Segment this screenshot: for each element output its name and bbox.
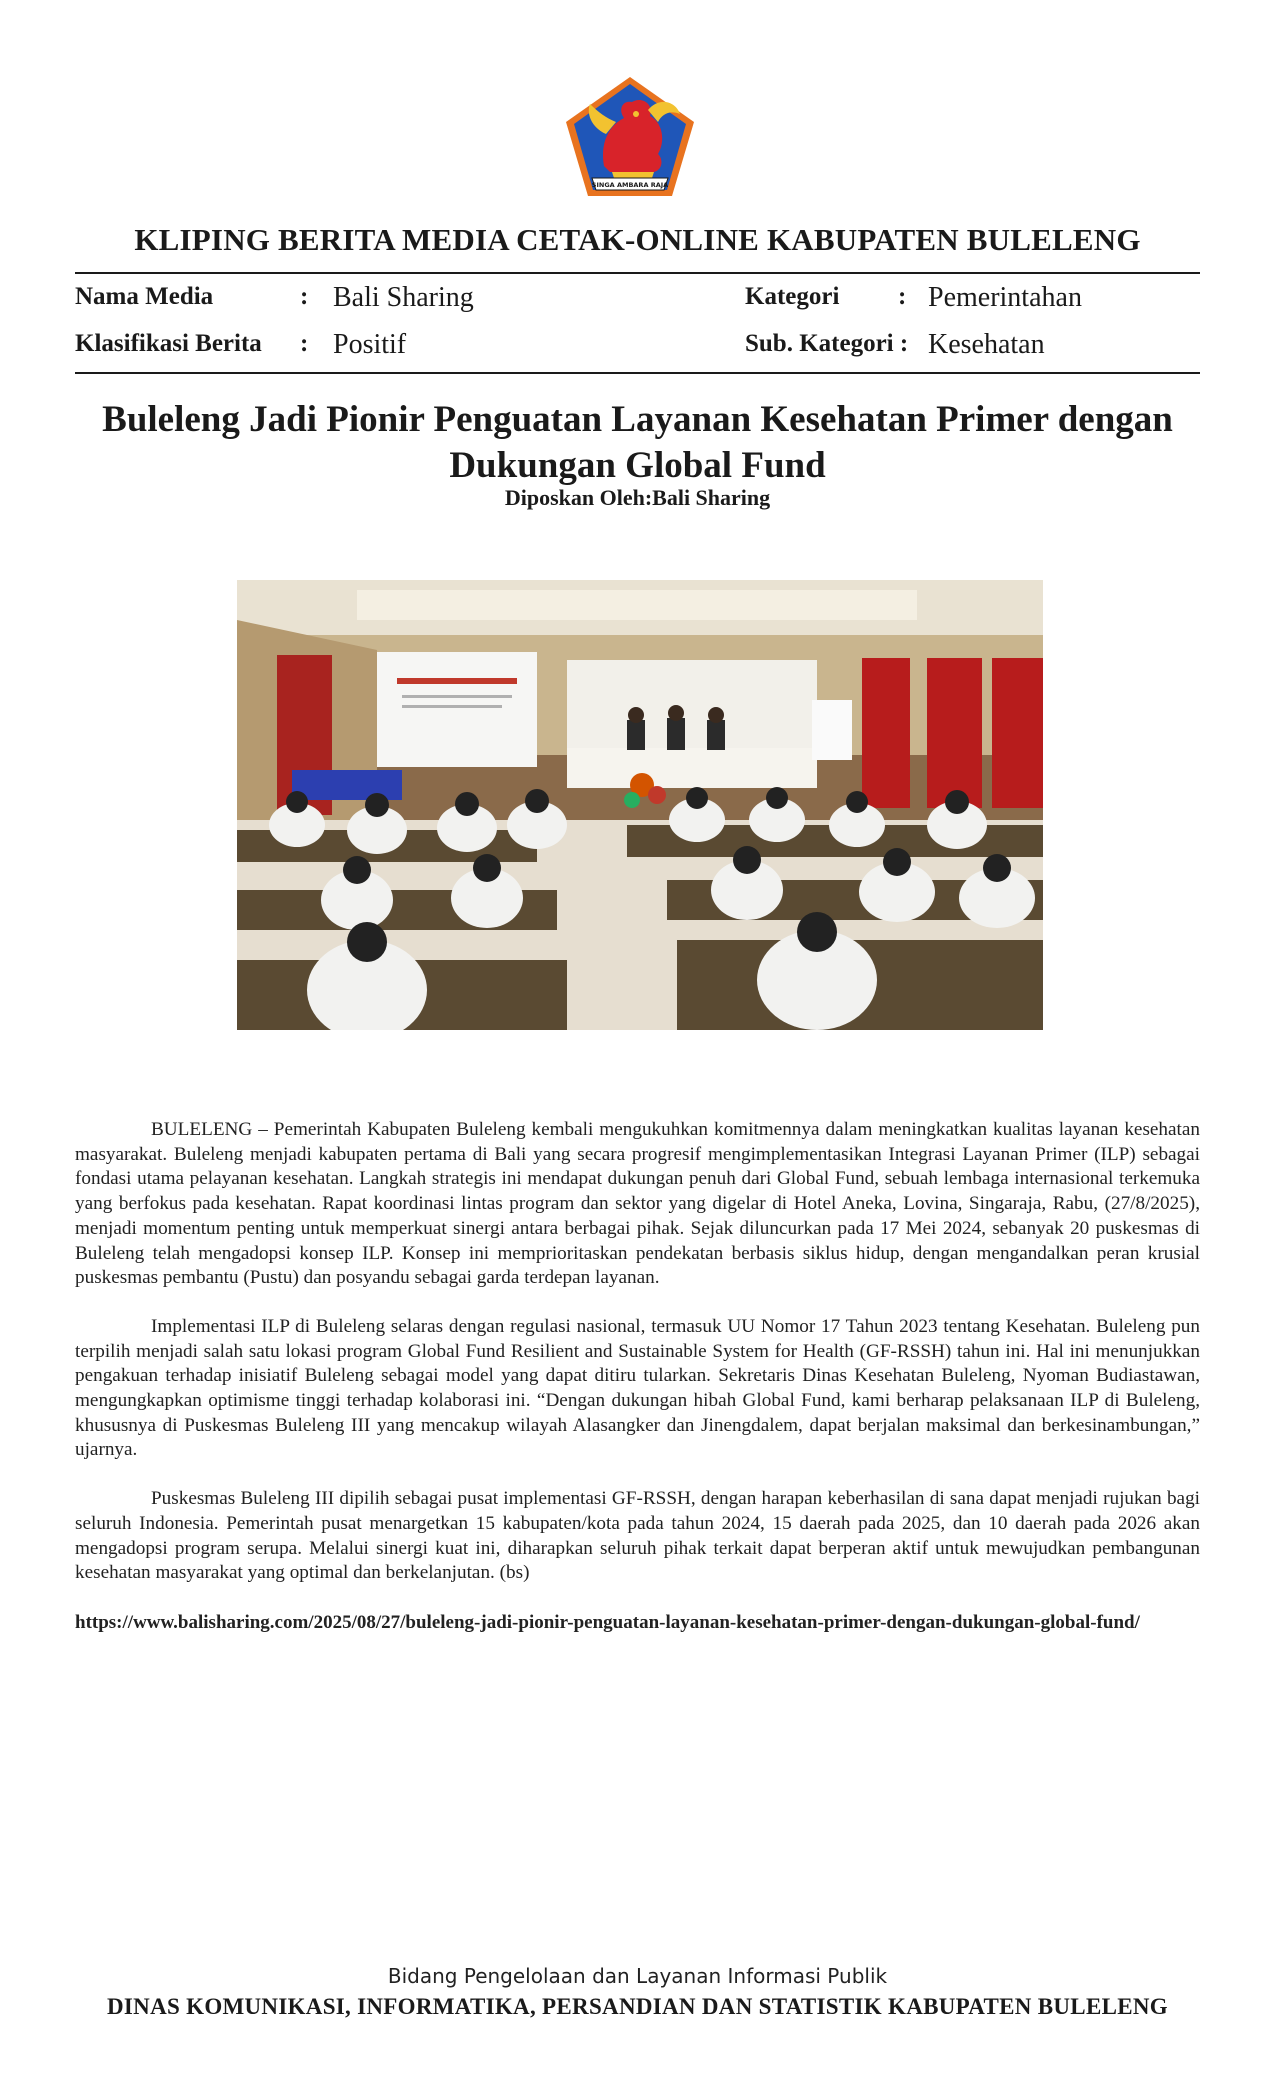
sub-kategori-label: Sub. Kategori : [745,330,909,357]
source-url-link[interactable]: https://www.balisharing.com/2025/08/27/buleleng-jadi-pionir-penguatan-layanan-kesehatan-primer-dengan-dukungan-global-fund/ [75,1611,1140,1633]
article-paragraph-1: BULELENG – Pemerintah Kabupaten Buleleng kembali mengukuhkan komitmennya dalam meningkatkan kualitas layanan kesehatan masyarakat. Buleleng menjadi kabupaten pertama di Bali yang secara progresif mengimplementasikan Integrasi Layanan Primer (ILP) sebagai fondasi utama pelayanan kesehatan. Langkah strategis ini mendapat dukungan penuh dari Global Fund, sebuah lembaga internasional terkemuka yang berfokus pada kesehatan. Rapat koordinasi lintas program dan sektor yang digelar di Hotel Aneka, Lovina, Singaraja, Rabu, (27/8/2025), menjadi momentum penting untuk memperkuat sinergi antara berbagai pihak. Sejak diluncurkan pada 17 Mei 2024, sebanyak 20 puskesmas di Buleleng telah mengadopsi konsep ILP. Konsep ini memprioritaskan pendekatan berbasis siklus hidup, dengan mengandalkan peran krusial puskesmas pembantu (Pustu) dan posyandu sebagai garda terdepan layanan. [75,1119,1200,1289]
article-paragraph-2: Implementasi ILP di Buleleng selaras dengan regulasi nasional, termasuk UU Nomor 17 Tahun 2023 tentang Kesehatan. Buleleng pun terpilih menjadi salah satu lokasi program Global Fund Resilient and Sustainable System for Health (GF-RSSH) tahun ini. Hal ini menunjukkan pengakuan terhadap inisiatif Buleleng sebagai model yang dapat ditiru tularkan. Sekretaris Dinas Kesehatan Buleleng, Nyoman Budiastawan, mengungkapkan optimisme tinggi terhadap kolaborasi ini. “Dengan dukungan hibah Global Fund, kami berharap pelaksanaan ILP di Buleleng, khususnya di Puskesmas Buleleng III yang mencakup wilayah Alasangker dan Jinengdalem, dapat berjalan maksimal dan berkesinambungan,” ujarnya. [75,1315,1200,1461]
article-body [75,1118,1200,1659]
nama-media-colon: : [300,283,309,310]
klasifikasi-label: Klasifikasi Berita [75,330,262,357]
buleleng-logo [562,74,698,200]
klasifikasi-value: Positif [333,329,407,360]
header-divider-bottom [75,372,1200,374]
article-photo [237,580,1043,1030]
klasifikasi-colon: : [300,330,309,357]
nama-media-value: Bali Sharing [333,282,474,313]
footer-department: Bidang Pengelolaan dan Layanan Informasi Publik [387,1964,888,1988]
kategori-colon: : [898,283,907,310]
footer-agency: DINAS KOMUNIKASI, INFORMATIKA, PERSANDIAN DAN STATISTIK KABUPATEN BULELENG [107,1994,1168,2019]
article-title: Buleleng Jadi Pionir Penguatan Layanan Kesehatan Primer dengan Dukungan Global Fund [102,399,1173,486]
svg-text:SINGA AMBARA RAJA: SINGA AMBARA RAJA [591,181,669,189]
nama-media-label: Nama Media [75,283,214,310]
kategori-label: Kategori [745,283,840,310]
sub-kategori-value: Kesehatan [928,329,1045,360]
clipping-header-title: KLIPING BERITA MEDIA CETAK-ONLINE KABUPATEN BULELENG [134,222,1141,257]
buleleng-crest-icon [562,74,698,200]
meeting-photo-illustration [237,580,1043,1030]
article-byline: Diposkan Oleh:Bali Sharing [504,485,771,510]
header-divider-top [75,272,1200,274]
article-paragraph-3: Puskesmas Buleleng III dipilih sebagai pusat implementasi GF-RSSH, dengan harapan keberhasilan di sana dapat menjadi rujukan bagi seluruh Indonesia. Pemerintah pusat menargetkan 15 kabupaten/kota pada tahun 2024, 15 daerah pada 2025, dan 10 daerah pada 2026 akan mengadopsi program serupa. Melalui sinergi kuat ini, diharapkan seluruh pihak terkait dapat berperan aktif untuk mewujudkan pembangunan kesehatan masyarakat yang optimal dan berkelanjutan. (bs) [75,1488,1200,1584]
kategori-value: Pemerintahan [928,282,1082,313]
